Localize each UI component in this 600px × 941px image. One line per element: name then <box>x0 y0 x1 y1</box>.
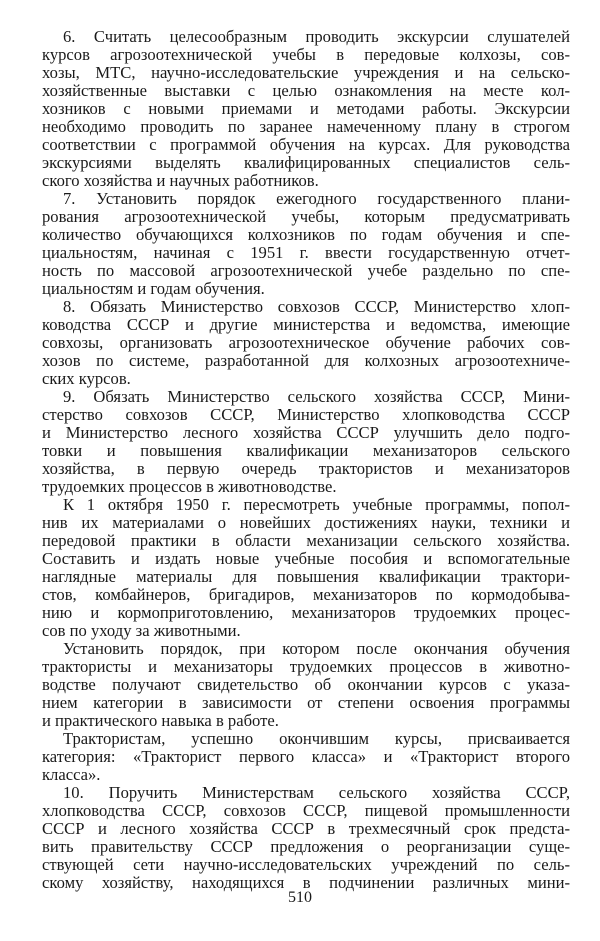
text-line: Составить и издать новые учебные пособия и вспомогательные <box>42 550 570 568</box>
text-line: вить правительству СССР предложения о реорганизации суще- <box>42 838 570 856</box>
text-line: Установить порядок, при котором после окончания обучения <box>63 640 570 658</box>
text-line: ствующей сети научно-исследовательских учреждений по сель- <box>42 856 570 874</box>
text-line: ководства СССР и другие министерства и ведомства, имеющие <box>42 316 570 334</box>
document-body <box>42 28 570 892</box>
page-number: 510 <box>288 889 312 906</box>
text-line: хозы, МТС, научно-исследовательские учреждения и на сельско- <box>42 64 570 82</box>
text-line: товки и повышения квалификации механизаторов сельского <box>42 442 570 460</box>
paragraph <box>42 496 570 640</box>
text-line: 9. Обязать Министерство сельского хозяйства СССР, Мини- <box>63 388 570 406</box>
paragraph <box>42 784 570 892</box>
text-line: нием категории в зависимости от степени освоения программы <box>42 694 570 712</box>
text-line: ского хозяйства и научных работников. <box>42 172 319 190</box>
text-line: трудоемких процессов в животноводстве. <box>42 478 337 496</box>
text-line: класса». <box>42 766 101 784</box>
text-line: циальностям и годам обучения. <box>42 280 265 298</box>
text-line: наглядные материалы для повышения квалификации трактори- <box>42 568 570 586</box>
text-line: циальностям, начиная с 1951 г. ввести государственную отчет- <box>42 244 570 262</box>
paragraph <box>42 730 570 784</box>
paragraph <box>42 388 570 496</box>
text-line: Трактористам, успешно окончившим курсы, присваивается <box>63 730 570 748</box>
text-line: стов, комбайнеров, бригадиров, механизаторов по кормодобыва- <box>42 586 570 604</box>
text-line: курсов агрозоотехнической учебы в передовые колхозы, сов- <box>42 46 570 64</box>
text-line: категория: «Тракторист первого класса» и «Тракторист второго <box>42 748 570 766</box>
text-line: и Министерство лесного хозяйства СССР улучшить дело подго- <box>42 424 570 442</box>
text-line: сов по уходу за животными. <box>42 622 241 640</box>
text-line: хозов по системе, разработанной для колхозных агрозоотехниче- <box>42 352 570 370</box>
text-line: СССР и лесного хозяйства СССР в трехмесячный срок предста- <box>42 820 570 838</box>
text-line: водстве получают свидетельство об окончании курсов с указа- <box>42 676 570 694</box>
text-line: хлопководства СССР, совхозов СССР, пищевой промышленности <box>42 802 570 820</box>
text-line: соответствии с программой обучения на курсах. Для руководства <box>42 136 570 154</box>
text-line: нию и кормоприготовлению, механизаторов трудоемких процес- <box>42 604 570 622</box>
text-line: трактористы и механизаторы трудоемких процессов в животно- <box>42 658 570 676</box>
text-line: К 1 октября 1950 г. пересмотреть учебные программы, попол- <box>63 496 570 514</box>
text-line: хозяйственные выставки с целью ознакомления на месте кол- <box>42 82 570 100</box>
text-line: скому хозяйству, находящихся в подчинении различных мини- <box>42 874 570 892</box>
paragraph <box>42 298 570 388</box>
text-line: экскурсиями выделять квалифицированных специалистов сель- <box>42 154 570 172</box>
paragraph <box>42 28 570 190</box>
text-line: хозников с новыми приемами и методами работы. Экскурсии <box>42 100 570 118</box>
text-line: хозяйства, в первую очередь трактористов и механизаторов <box>42 460 570 478</box>
text-line: необходимо проводить по заранее намеченному плану в строгом <box>42 118 570 136</box>
paragraph <box>42 190 570 298</box>
text-line: 8. Обязать Министерство совхозов СССР, Министерство хлоп- <box>63 298 570 316</box>
text-line: количество обучающихся колхозников по годам обучения и спе- <box>42 226 570 244</box>
text-line: и практического навыка в работе. <box>42 712 279 730</box>
text-line: 7. Установить порядок ежегодного государственного плани- <box>63 190 570 208</box>
text-line: 10. Поручить Министерствам сельского хозяйства СССР, <box>63 784 570 802</box>
text-line: стерство совхозов СССР, Министерство хлопководства СССР <box>42 406 570 424</box>
text-line: рования агрозоотехнической учебы, которым предусматривать <box>42 208 570 226</box>
text-line: совхозы, организовать агрозоотехническое обучение рабочих сов- <box>42 334 570 352</box>
paragraph <box>42 640 570 730</box>
text-line: нив их материалами о новейших достижениях науки, техники и <box>42 514 570 532</box>
text-line: 6. Считать целесообразным проводить экскурсии слушателей <box>63 28 570 46</box>
text-line: передовой практики в области механизации сельского хозяйства. <box>42 532 570 550</box>
text-line: ность по массовой агрозоотехнической учебе раздельно по спе- <box>42 262 570 280</box>
text-line: ских курсов. <box>42 370 131 388</box>
